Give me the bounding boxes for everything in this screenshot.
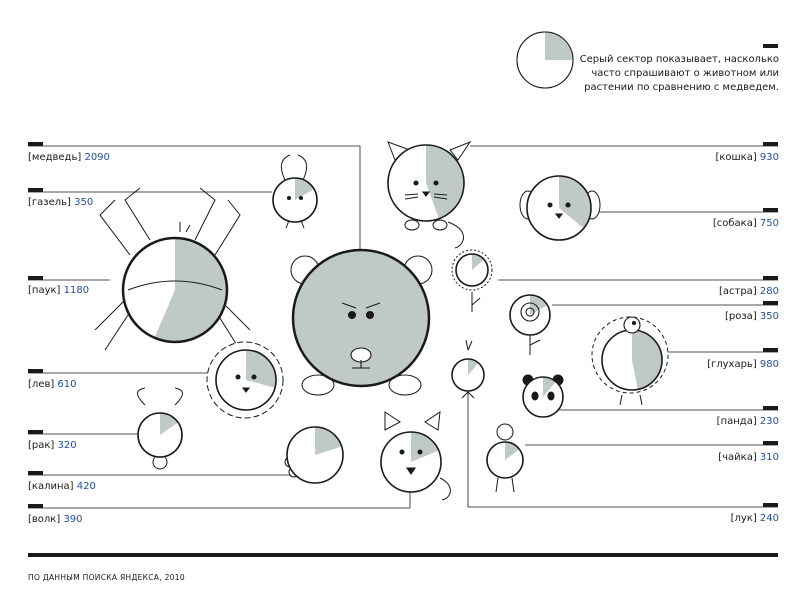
source-note: ПО ДАННЫМ ПОИСКА ЯНДЕКСА, 2010 bbox=[28, 573, 185, 582]
series-value: 310 bbox=[759, 452, 779, 463]
series-label: [собака] bbox=[712, 218, 760, 229]
series-value: 230 bbox=[759, 416, 779, 427]
series-label: [волк] bbox=[28, 514, 64, 525]
label-capercaillie bbox=[707, 359, 779, 370]
series-value: 350 bbox=[759, 311, 779, 322]
label-wolf bbox=[28, 514, 83, 525]
capercaillie-legs bbox=[620, 395, 642, 405]
series-value: 930 bbox=[759, 152, 779, 163]
label-viburnum bbox=[28, 481, 96, 492]
series-value: 390 bbox=[63, 514, 83, 525]
series-value: 280 bbox=[759, 286, 779, 297]
label-panda bbox=[717, 416, 779, 427]
label-gazelle bbox=[28, 197, 93, 208]
series-value: 1180 bbox=[63, 285, 90, 296]
pie-panda-icon bbox=[523, 377, 563, 417]
series-value: 350 bbox=[74, 197, 94, 208]
bottom-rule bbox=[28, 553, 778, 557]
series-value: 610 bbox=[57, 379, 77, 390]
series-label: [лук] bbox=[730, 513, 760, 524]
legend-line-2: часто спрашивают о животном или bbox=[591, 68, 779, 79]
series-label: [медведь] bbox=[28, 152, 85, 163]
pie-cat-icon bbox=[388, 145, 464, 221]
series-label: [рак] bbox=[28, 440, 58, 451]
pie-spider-icon bbox=[123, 238, 227, 342]
legend-tick bbox=[763, 44, 778, 48]
label-crayfish bbox=[28, 440, 77, 451]
label-seagull bbox=[718, 452, 779, 463]
series-label: [роза] bbox=[725, 311, 760, 322]
label-lion bbox=[28, 379, 77, 390]
pie-seagull-icon bbox=[487, 442, 523, 478]
label-bear bbox=[28, 152, 110, 163]
series-value: 750 bbox=[759, 218, 779, 229]
series-label: [калина] bbox=[28, 481, 77, 492]
pie-wolf-icon bbox=[381, 432, 441, 492]
pie-glyphs bbox=[123, 145, 662, 492]
label-dog bbox=[713, 218, 779, 229]
legend-line-1: Серый сектор показывает, насколько bbox=[579, 54, 779, 65]
series-label: [панда] bbox=[716, 416, 760, 427]
series-label: [паук] bbox=[28, 285, 64, 296]
pie-gazelle-icon bbox=[273, 178, 317, 222]
label-onion bbox=[731, 513, 779, 524]
series-value: 2090 bbox=[84, 152, 110, 163]
legend bbox=[517, 32, 779, 93]
label-rose bbox=[725, 311, 779, 322]
pie-viburnum-icon bbox=[287, 427, 343, 483]
series-label: [глухарь] bbox=[707, 359, 760, 370]
pie-lion-icon bbox=[216, 350, 276, 410]
pie-dog-icon bbox=[527, 176, 591, 240]
pie-onion-icon bbox=[452, 359, 484, 391]
series-label: [астра] bbox=[718, 286, 760, 297]
label-cat bbox=[715, 152, 779, 163]
series-label: [кошка] bbox=[715, 152, 760, 163]
pie-capercaillie-icon bbox=[602, 330, 662, 390]
series-label: [чайка] bbox=[718, 452, 760, 463]
label-spider bbox=[28, 285, 89, 296]
legend-line-3: растении по сравнению с медведем. bbox=[584, 82, 779, 93]
pie-rose-icon bbox=[510, 295, 550, 335]
series-label: [лев] bbox=[28, 379, 58, 390]
pie-crayfish-icon bbox=[138, 413, 182, 457]
capercaillie-face bbox=[624, 317, 640, 333]
series-value: 980 bbox=[759, 359, 779, 370]
pie-aster-icon bbox=[456, 254, 488, 286]
series-value: 420 bbox=[76, 481, 96, 492]
label-aster bbox=[719, 286, 779, 297]
series-value: 320 bbox=[57, 440, 77, 451]
series-value: 240 bbox=[759, 513, 779, 524]
series-label: [газель] bbox=[28, 197, 75, 208]
